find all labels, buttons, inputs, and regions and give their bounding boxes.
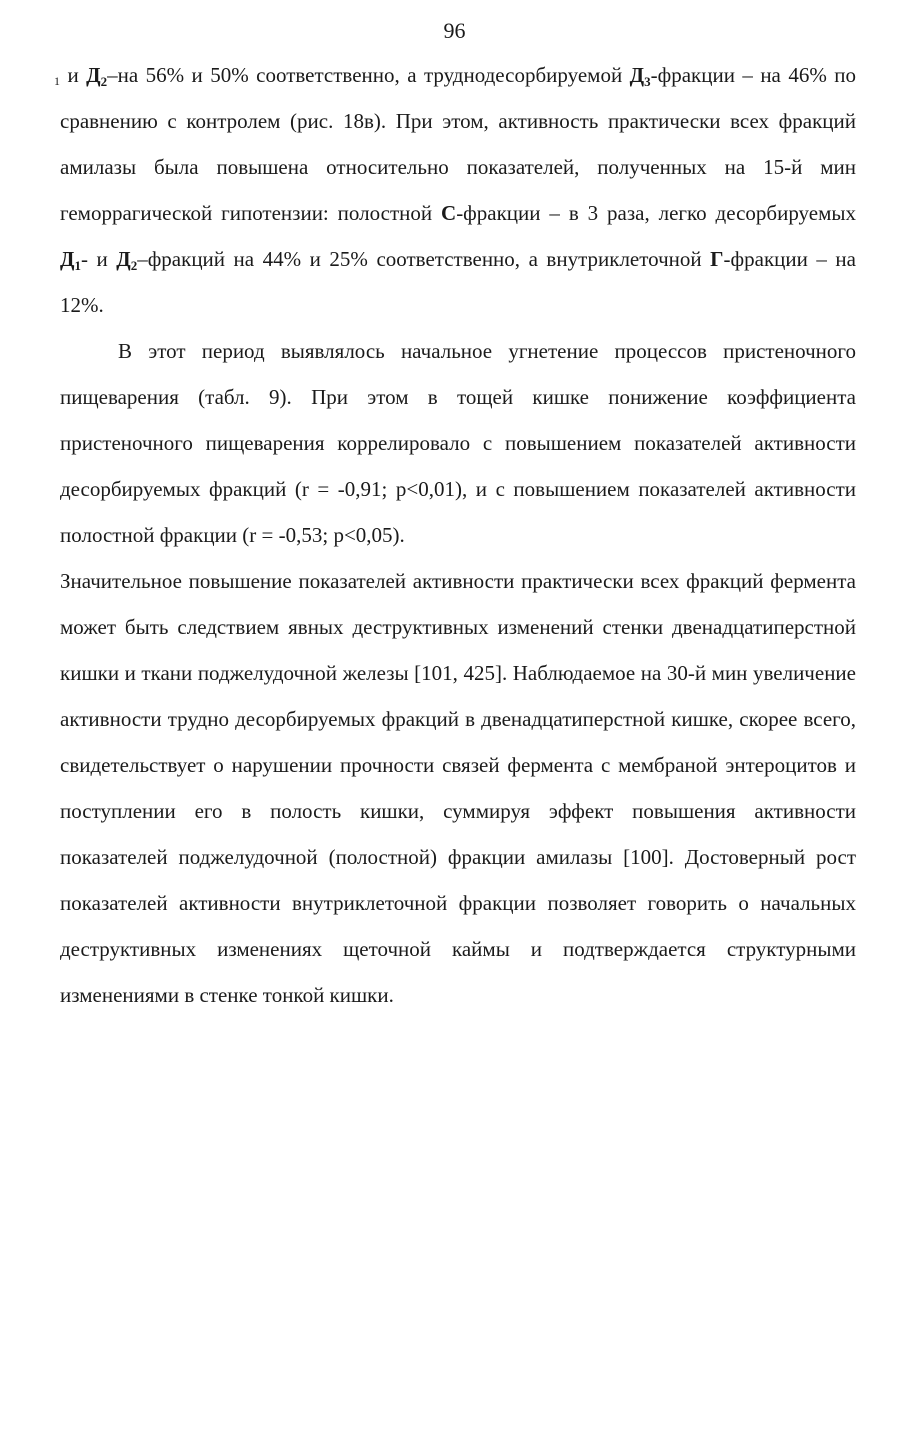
fraction-letter: Д	[116, 247, 131, 271]
subscript: 1	[54, 74, 60, 88]
text-fragment: и	[60, 63, 87, 87]
fraction-label	[86, 63, 107, 87]
text-fragment: -фракции – в 3 раза, легко десорбируемых	[456, 201, 856, 225]
fraction-label: Г	[710, 247, 724, 271]
fraction-label	[630, 63, 651, 87]
paragraph-1	[54, 52, 856, 328]
text-fragment: –на 56% и 50% соответственно, а труднодесорбируемой	[107, 63, 630, 87]
paragraph-2: В этот период выявлялось начальное угнетение процессов пристеночного пищеварения (табл. 9). При этом в тощей кишке понижение коэффициента пристеночного пищеварения коррелировало с повышением показателей активности десорбируемых фракций (r = -0,91; p<0,01), и с повышением показателей активности полостной фракции (r = -0,53; p<0,05).	[60, 339, 856, 547]
fraction-letter: Д	[60, 247, 75, 271]
fraction-label: С	[441, 201, 457, 225]
fraction-label	[60, 247, 81, 271]
page-number: 96	[443, 18, 466, 43]
text-fragment: –фракций на 44% и 25% соответственно, а внутриклеточной	[137, 247, 711, 271]
text-fragment: - и	[80, 247, 117, 271]
text-fragment: -фракции – на 12%.	[60, 247, 856, 317]
body-text	[54, 52, 856, 1018]
fraction-letter: Д	[86, 63, 101, 87]
fraction-letter: Д	[629, 63, 645, 87]
paragraph-3: Значительное повышение показателей активности практически всех фракций фермента может быть следствием явных деструктивных изменений стенки двенадцатиперстной кишки и ткани поджелудочной железы [101, 425]. Наблюдаемое на 30-й мин увеличение активности трудно десорбируемых фракций в двенадцатиперстной кишке, скорее всего, свидетельствует о нарушении прочности связей фермента с мембраной энтероцитов и поступлении его в полость кишки, суммируя эффект повышения активности показателей поджелудочной (полостной) фракции амилазы [100]. Достоверный рост показателей активности внутриклеточной фракции позволяет говорить о начальных деструктивных изменениях щеточной каймы и подтверждается структурными изменениями в стенке тонкой кишки.	[60, 569, 856, 1007]
subscript: 2	[130, 258, 138, 273]
subscript: 1	[74, 258, 81, 273]
text-fragment: -фракции – на 46% по сравнению с контролем (рис. 18в). При этом, активность практически всех фракций амилазы была повышена относительно показателей, полученных на 15-й мин геморрагической гипотензии: полостной	[60, 63, 856, 225]
fraction-label	[116, 247, 137, 271]
subscript: 3	[644, 74, 651, 89]
subscript: 2	[100, 74, 108, 89]
